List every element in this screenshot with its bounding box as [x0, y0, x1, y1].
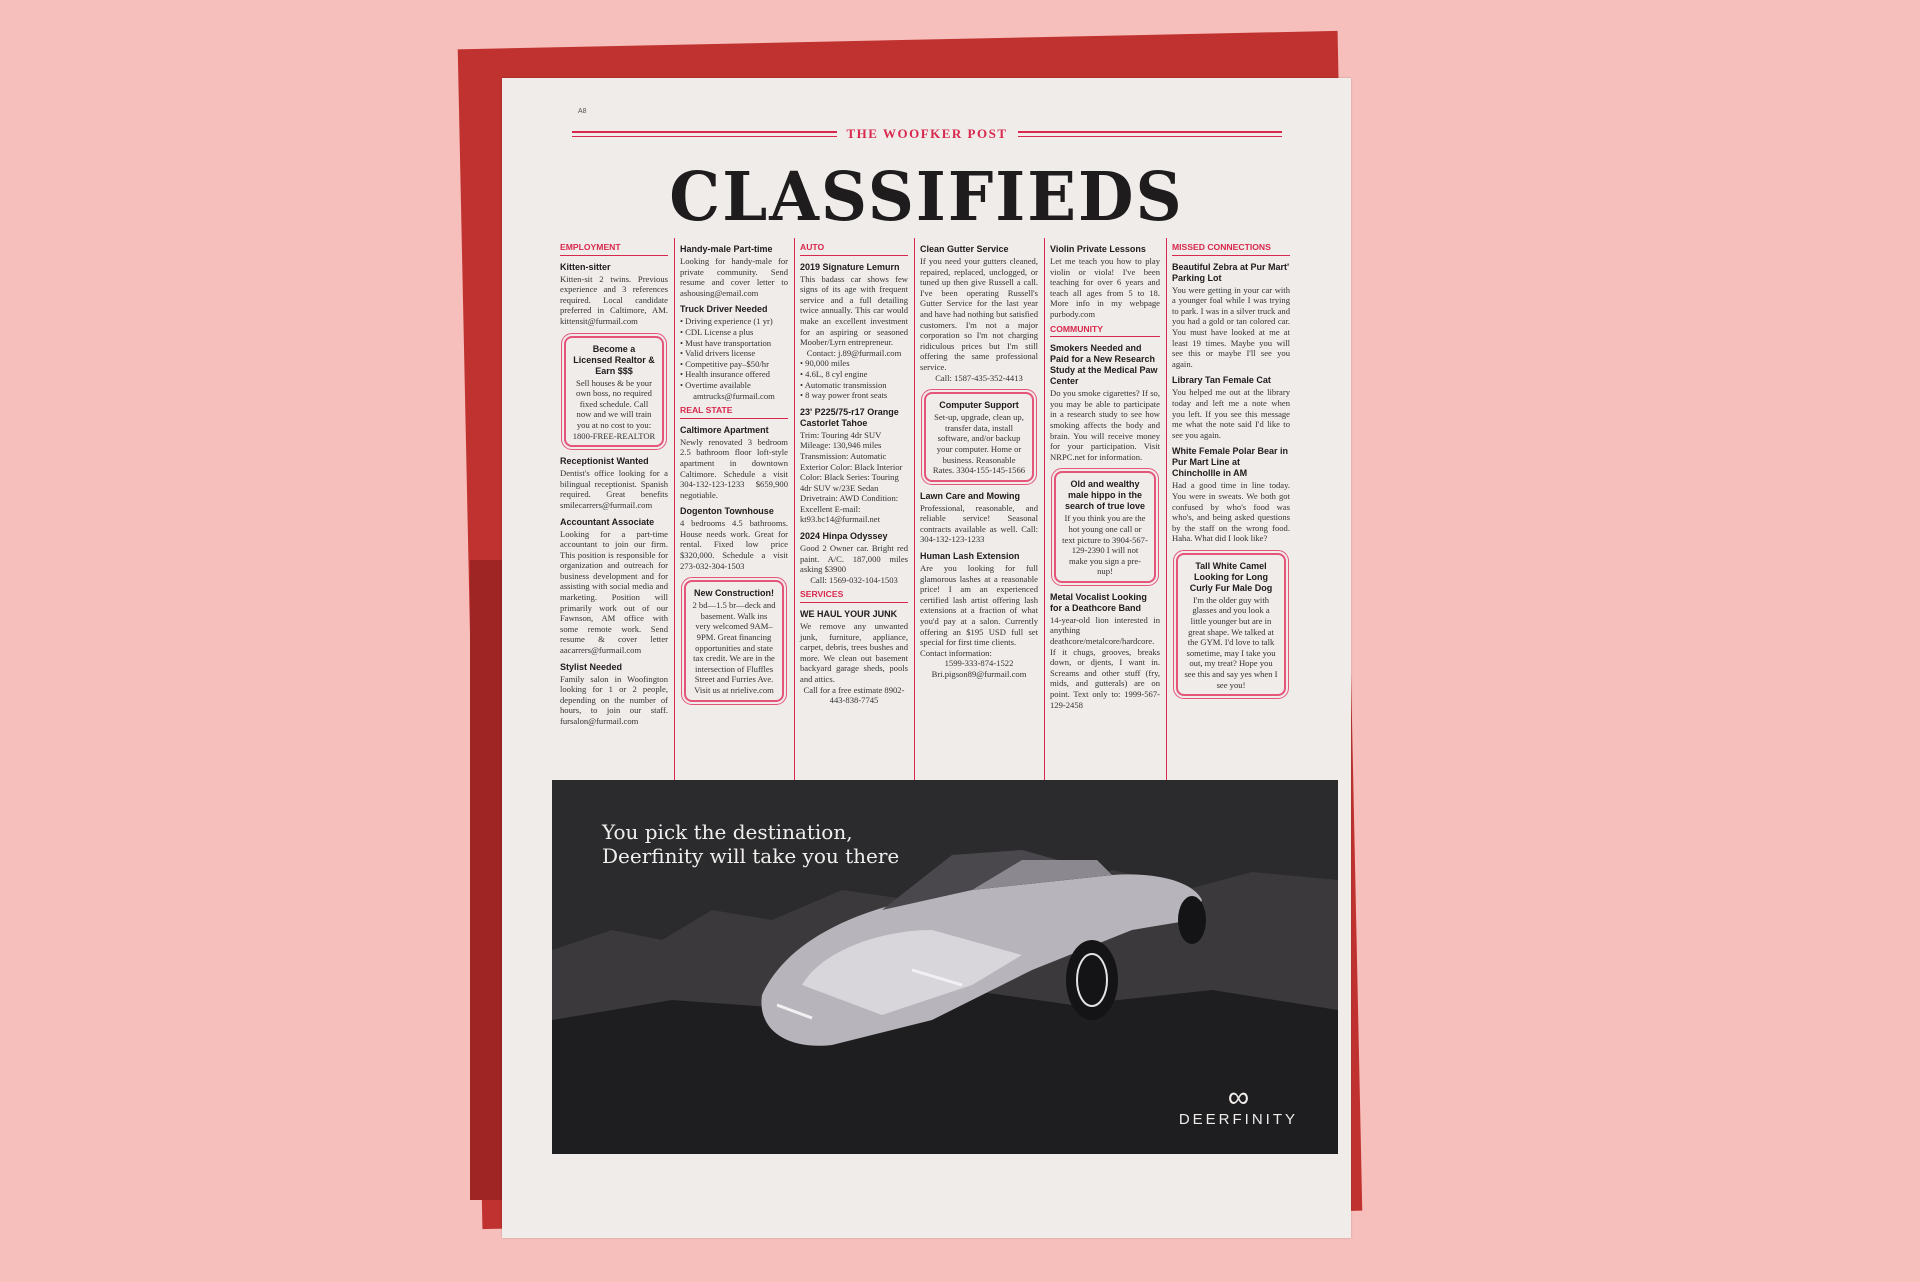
- ad-body: Newly renovated 3 bedroom 2.5 bathroom floor loft-style apartment in downtown Caltimore. Schedule a visit 304-132-123-1233 $659,900 negotiable.: [680, 436, 788, 500]
- column-jobs-real-estate: [680, 238, 788, 711]
- ad-title: 2019 Signature Lemurn: [800, 261, 900, 272]
- ad-body: Do you smoke cigarettes? If so, you may be able to participate in a research study to see how smoking affects the body and brain. You will receive money for your participation. Visit NRPC.net for information.: [1050, 388, 1160, 462]
- column-divider: [794, 238, 795, 838]
- ad-title: Clean Gutter Service: [920, 244, 1009, 254]
- ad-contact: Call for a free estimate 8902-443-838-7745: [803, 684, 905, 706]
- column-divider: [1166, 238, 1167, 838]
- ad-body: I'm the older guy with glasses and you look a little younger but are in great shape. We talked at the GYM. I'd love to talk sometime, may I take you out, my treat? Hope you see this and say yes when I see you!: [1184, 594, 1278, 690]
- classifieds-columns: [560, 238, 1296, 838]
- ad-body: This badass car shows few signs of its age with frequent service and a full detailing twice annually. This car would make an excellent investment for an aspiring or seasoned Moober/Lyrn entrepreneur.: [800, 273, 908, 348]
- brand-logo: [1178, 1081, 1298, 1128]
- publication-name: THE WOOFKER POST: [846, 126, 1008, 141]
- ad-body: Professional, reasonable, and reliable service! Seasonal contracts available as well. Call: 304-132-123-1233: [920, 502, 1038, 545]
- column-services: [920, 238, 1038, 680]
- list-item: • Driving experience (1 yr): [680, 316, 788, 327]
- column-employment: [560, 238, 668, 727]
- column-divider: [674, 238, 675, 838]
- ad-body: Are you looking for full glamorous lashes at a reasonable price! I am an experienced certified lash artist offering lash extensions at a fraction of what you'd pay at a salon. Currently offering an $195 USD full set special for first time clients.: [920, 563, 1038, 648]
- list-item: • Overtime available: [680, 380, 788, 391]
- section-heading: AUTO: [800, 242, 908, 256]
- list-item: • CDL License a plus: [680, 327, 788, 338]
- ad-title: Become a Licensed Realtor & Earn $$$: [573, 343, 655, 376]
- ad-body: 14-year-old lion interested in anything deathcore/metalcore/hardcore. If it chugs, grooves, breaks down, or djents, I want in. Screams and other stuff (fry, mids, and gutterals) are on point. Text only to: 1999-567-129-2458: [1050, 614, 1160, 710]
- boxed-ad: [684, 580, 784, 701]
- ad-body: Set-up, upgrade, clean up, transfer data, install software, and/or backup your computer. Home or business. Reasonable Rates. 3304-155-145-1566: [932, 412, 1026, 476]
- section-heading: REAL STATE: [680, 405, 788, 419]
- list-item: • 90,000 miles: [800, 358, 908, 369]
- ad-title: White Female Polar Bear in Pur Mart Line at Chinchollle in AM: [1172, 446, 1289, 479]
- list-item: • Must have transportation: [680, 338, 788, 349]
- masthead-rule-left: [572, 131, 837, 137]
- ad-title: Old and wealthy male hippo in the search of true love: [1064, 479, 1146, 512]
- ad-body: You helped me out at the library today and left me a note when you left. If you see this message me what the note said I'd like to see you again.: [1172, 387, 1290, 440]
- ad-title: Receptionist Wanted: [560, 456, 649, 467]
- column-auto-services: [800, 238, 908, 706]
- ad-body: Looking for handy-male for private community. Send resume and cover letter to ashousing@email.com: [680, 256, 788, 298]
- ad-body: If you need your gutters cleaned, repaired, replaced, unclogged, or tuned up then give Russell a call. I've been operating Russell's Gutter Service for the last year and have had nothing but satisfied customers. I'm not a major corporation so I'm not charging ridiculous prices but I'm still offering the same professional service.: [920, 256, 1038, 372]
- column-community: [1050, 238, 1160, 710]
- ad-title: Kitten-sitter: [560, 261, 611, 272]
- ad-body: 2 bd—1.5 br—deck and basement. Walk ins very welcomed 9AM–9PM. Great financing opportunities and state tax credit. We are in the intersection of Fluffles Street and Furries Ave. Visit us at nrielive.com: [692, 600, 776, 695]
- column-missed-connections: [1172, 238, 1290, 705]
- newspaper-page: [502, 78, 1351, 1238]
- ad-title: Beautiful Zebra at Pur Mart' Parking Lot: [1172, 261, 1290, 283]
- list-item: • 8 way power front seats: [800, 390, 908, 401]
- list-item: • 4.6L, 8 cyl engine: [800, 369, 908, 380]
- ad-contact: amtrucks@furmail.com: [693, 390, 775, 401]
- ad-title: 2024 Hinpa Odyssey: [800, 531, 888, 542]
- boxed-ad: [564, 336, 664, 448]
- section-heading: MISSED CONNECTIONS: [1172, 242, 1290, 256]
- column-divider: [914, 238, 915, 838]
- ad-title: New Construction!: [694, 588, 774, 599]
- boxed-ad: [1176, 553, 1286, 696]
- infinity-icon: ∞: [1227, 1081, 1250, 1114]
- car-advertisement: [552, 780, 1338, 1154]
- advert-headline-line1: You pick the destination,: [602, 820, 853, 844]
- bullet-list: [680, 316, 788, 390]
- ad-body: Dentist's office looking for a bilingual receptionist. Spanish required. Great benefits smilecarrers@furmail.com: [560, 468, 668, 510]
- ad-body: Had a good time in line today. You were in sweats. We both got confused by who's food was who's, and being asked questions by the staff on the wrong food. Haha. What did I look like?: [1172, 480, 1290, 544]
- ad-contact: 1599-333-874-1522: [944, 658, 1014, 669]
- ad-body: Looking for a part-time accountant to join our firm. This position is responsible for organization and outreach for business development and for assisting with social media and marketing. Position will primarily work out of our Fawnson, AM office with some remote work. Send resume & cover letter aacarrers@furmail.com: [560, 528, 668, 656]
- ad-title: Metal Vocalist Looking for a Deathcore Band: [1050, 591, 1147, 613]
- ad-body: We remove any unwanted junk, furniture, appliance, carpet, debris, trees bushes and more. We clean out basement backyard garage sheds, pools and attics.: [800, 621, 908, 684]
- advert-headline: [602, 820, 899, 868]
- ad-title: WE HAUL YOUR JUNK: [800, 609, 898, 620]
- ad-contact: Call: 1587-435-352-4413: [935, 372, 1023, 383]
- ad-body: Sell houses & be your own boss, no required fixed schedule. Call now and we will train you at no cost to you: 1800-FREE-REALTOR: [572, 377, 656, 441]
- ad-title: 23' P225/75-r17 Orange Castorlet Tahoe: [800, 406, 899, 428]
- ad-title: Computer Support: [939, 400, 1019, 411]
- list-item: • Health insurance offered: [680, 369, 788, 380]
- ad-body: Let me teach you how to play violin or viola! I've been teaching for over 6 years and teach all ages from 5 to 18. More info in my webpage purbody.com: [1050, 256, 1160, 319]
- ad-title: Library Tan Female Cat: [1172, 375, 1271, 386]
- ad-body: 4 bedrooms 4.5 bathrooms. House needs work. Great for rental. Fixed low price $320,000. Schedule a visit 273-032-304-1503: [680, 518, 788, 571]
- ad-body: Trim: Touring 4dr SUV Mileage: 130,946 miles Transmission: Automatic Exterior Color: Black Interior Color: Black Series: Touring 4dr SUV w/23E Sedan Drivetrain: AWD Condition: Excellent E-mail: kt93.bc14@furmail.net: [800, 429, 903, 525]
- list-item: • Valid drivers license: [680, 348, 788, 359]
- ad-contact: Contact: j.89@furmail.com: [806, 347, 902, 358]
- list-item: • Competitive pay–$50/hr: [680, 359, 788, 370]
- section-heading: COMMUNITY: [1050, 324, 1160, 338]
- page-title: CLASSIFIEDS: [669, 158, 1184, 237]
- ad-body: If you think you are the hot young one call or text picture to 3904-567-129-2390 I will not make you sign a pre-nup!: [1062, 513, 1148, 577]
- ad-title: Caltimore Apartment: [680, 424, 769, 435]
- boxed-ad: [1054, 471, 1156, 583]
- ad-title: Smokers Needed and Paid for a New Research Study at the Medical Paw Center: [1050, 343, 1158, 387]
- ad-body: You were getting in your car with a younger foal while I was trying to park. I was in a silver truck and you had a gold or tan colored car. You must have looked at me at least 19 times. Maybe you will see this or maybe I'll see you again.: [1172, 284, 1290, 369]
- section-heading: EMPLOYMENT: [560, 242, 668, 256]
- list-item: • Automatic transmission: [800, 380, 908, 391]
- section-heading: SERVICES: [800, 589, 908, 603]
- advert-headline-line2: Deerfinity will take you there: [602, 844, 900, 868]
- ad-title: Stylist Needed: [560, 661, 623, 672]
- masthead: [572, 126, 1282, 142]
- ad-title: Accountant Associate: [560, 516, 655, 527]
- ad-title: Human Lash Extension: [920, 551, 1020, 562]
- masthead-rule-right: [1018, 131, 1283, 137]
- boxed-ad: [924, 392, 1034, 482]
- ad-title: Lawn Care and Mowing: [920, 490, 1021, 501]
- ad-title: Handy-male Part-time: [680, 244, 773, 254]
- column-divider: [1044, 238, 1045, 838]
- ad-contact: Call: 1569-032-104-1503: [810, 574, 898, 585]
- brand-name: DEERFINITY: [1178, 1111, 1298, 1128]
- ad-body: Family salon in Woofington looking for 1 or 2 people, depending on the number of hours, to join our staff. fursalon@furmail.com: [560, 673, 668, 726]
- ad-title: Violin Private Lessons: [1050, 244, 1146, 254]
- ad-body: Kitten-sit 2 twins. Previous experience and 3 references required. Local candidate preferred in Caltimore, AM. kittensit@furmail.com: [560, 273, 668, 326]
- ad-contact: Bri.pigson89@furmail.com: [931, 669, 1027, 679]
- page-number: A8: [578, 108, 587, 115]
- ad-title: Dogenton Townhouse: [680, 506, 774, 517]
- ad-contact: Contact information:: [920, 647, 992, 658]
- ad-title: Tall White Camel Looking for Long Curly Fur Male Dog: [1189, 560, 1273, 593]
- ad-title: Truck Driver Needed: [680, 304, 768, 315]
- bullet-list: [800, 358, 908, 400]
- ad-body: Good 2 Owner car. Bright red paint. A/C. 187,000 miles asking $3900: [800, 543, 908, 575]
